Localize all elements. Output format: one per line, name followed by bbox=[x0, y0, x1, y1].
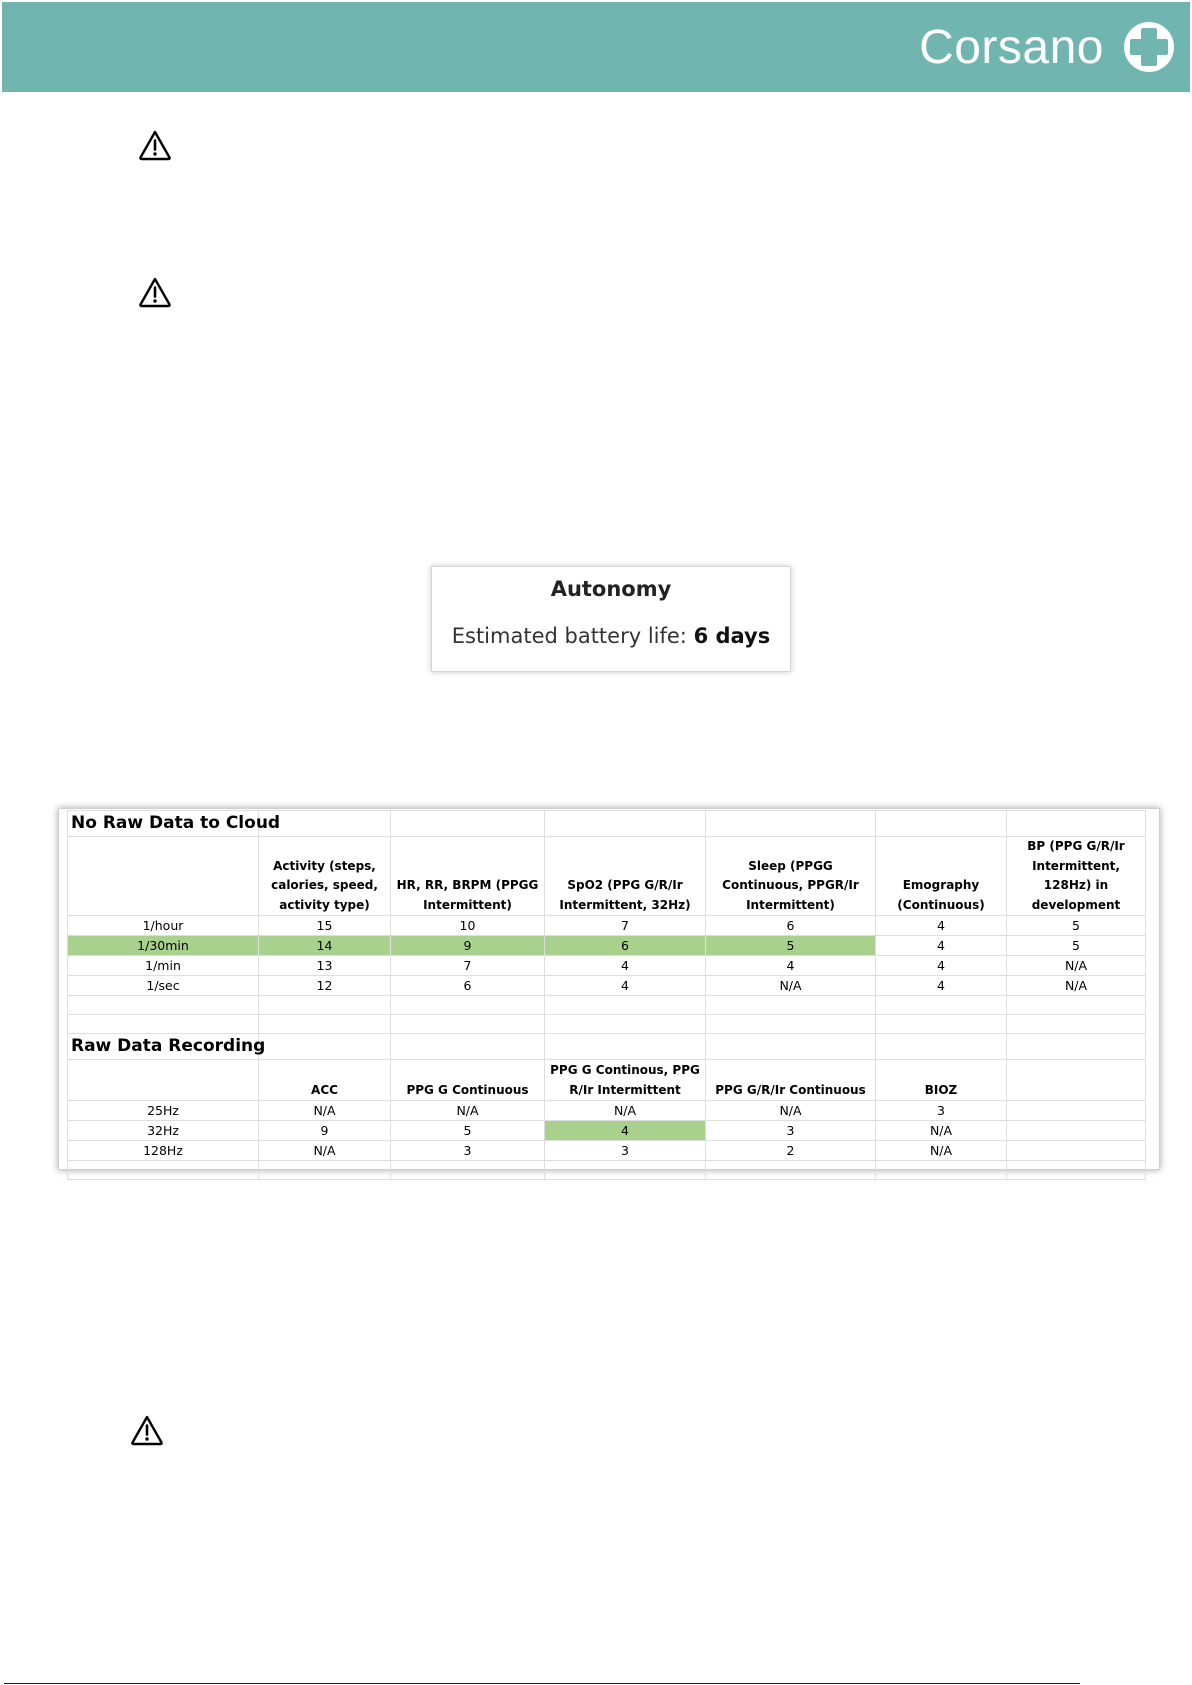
table-cell: 4 bbox=[545, 976, 706, 996]
battery-life-table bbox=[58, 808, 1160, 1170]
table-row-highlighted bbox=[68, 936, 1146, 956]
table-row bbox=[68, 1141, 1146, 1161]
table-cell: 9 bbox=[391, 936, 545, 956]
table-cell: N/A bbox=[391, 1101, 545, 1121]
table-cell bbox=[1007, 1101, 1146, 1121]
section-title-row bbox=[68, 1034, 1146, 1060]
column-header: Sleep (PPGG Continuous, PPGR/Ir Intermittent) bbox=[706, 837, 876, 916]
table-cell: 12 bbox=[259, 976, 391, 996]
column-header: PPG G Continous, PPG R/Ir Intermittent bbox=[545, 1060, 706, 1101]
table-cell: N/A bbox=[1007, 976, 1146, 996]
table-cell: N/A bbox=[1007, 956, 1146, 976]
table-row bbox=[68, 1121, 1146, 1141]
table-cell: 3 bbox=[391, 1141, 545, 1161]
column-header: BIOZ bbox=[876, 1060, 1007, 1101]
table-cell: 6 bbox=[545, 936, 706, 956]
table-row bbox=[68, 976, 1146, 996]
table-cell: 4 bbox=[876, 936, 1007, 956]
white-cross-in-circle-icon bbox=[1122, 20, 1176, 74]
table-cell: 3 bbox=[706, 1121, 876, 1141]
section-title-row bbox=[68, 811, 1146, 837]
table-cell: N/A bbox=[259, 1101, 391, 1121]
table-cell: 4 bbox=[876, 916, 1007, 936]
column-header: PPG G Continuous bbox=[391, 1060, 545, 1101]
footer-divider bbox=[4, 1683, 1080, 1684]
table-cell: 3 bbox=[545, 1141, 706, 1161]
table-cell: 7 bbox=[391, 956, 545, 976]
warning-icon bbox=[138, 129, 172, 161]
table-cell: 7 bbox=[545, 916, 706, 936]
column-header: HR, RR, BRPM (PPGG Intermittent) bbox=[391, 837, 545, 916]
table-cell: 10 bbox=[391, 916, 545, 936]
empty-row bbox=[68, 1015, 1146, 1034]
column-header: PPG G/R/Ir Continuous bbox=[706, 1060, 876, 1101]
table-cell: 5 bbox=[706, 936, 876, 956]
row-label: 1/30min bbox=[68, 936, 259, 956]
battery-life-value: 6 days bbox=[693, 624, 771, 648]
table-header-row bbox=[68, 1060, 1146, 1101]
row-label: 1/hour bbox=[68, 916, 259, 936]
table-cell: N/A bbox=[706, 976, 876, 996]
column-header bbox=[1007, 1060, 1146, 1101]
battery-table-grid bbox=[67, 810, 1146, 1180]
table-cell: 4 bbox=[876, 956, 1007, 976]
table-cell: 5 bbox=[1007, 916, 1146, 936]
table-cell: 13 bbox=[259, 956, 391, 976]
table-header-row bbox=[68, 837, 1146, 916]
table-row bbox=[68, 916, 1146, 936]
section-title-raw: Raw Data Recording bbox=[68, 1034, 259, 1060]
table-cell: 2 bbox=[706, 1141, 876, 1161]
table-cell: 3 bbox=[876, 1101, 1007, 1121]
table-cell: N/A bbox=[259, 1141, 391, 1161]
table-cell bbox=[1007, 1121, 1146, 1141]
table-row bbox=[68, 1101, 1146, 1121]
table-cell: 15 bbox=[259, 916, 391, 936]
table-cell: 6 bbox=[391, 976, 545, 996]
table-cell: 14 bbox=[259, 936, 391, 956]
warning-icon bbox=[138, 276, 172, 308]
autonomy-card bbox=[431, 566, 791, 672]
table-cell: 5 bbox=[391, 1121, 545, 1141]
table-cell: N/A bbox=[545, 1101, 706, 1121]
column-header: SpO2 (PPG G/R/Ir Intermittent, 32Hz) bbox=[545, 837, 706, 916]
row-label: 1/sec bbox=[68, 976, 259, 996]
table-cell: 4 bbox=[545, 956, 706, 976]
row-label: 1/min bbox=[68, 956, 259, 976]
table-cell: N/A bbox=[706, 1101, 876, 1121]
brand-name: Corsano bbox=[919, 21, 1104, 74]
table-cell: 4 bbox=[706, 956, 876, 976]
table-row bbox=[68, 956, 1146, 976]
header-banner bbox=[2, 2, 1190, 92]
table-cell: N/A bbox=[876, 1121, 1007, 1141]
table-cell bbox=[1007, 1141, 1146, 1161]
row-label: 25Hz bbox=[68, 1101, 259, 1121]
table-cell: N/A bbox=[876, 1141, 1007, 1161]
section-title-no-raw: No Raw Data to Cloud bbox=[68, 811, 259, 837]
column-header: Emography (Continuous) bbox=[876, 837, 1007, 916]
warning-icon bbox=[130, 1414, 164, 1446]
column-header: Activity (steps, calories, speed, activity type) bbox=[259, 837, 391, 916]
table-cell-highlighted: 4 bbox=[545, 1121, 706, 1141]
column-header: BP (PPG G/R/Ir Intermittent, 128Hz) in development bbox=[1007, 837, 1146, 916]
autonomy-title: Autonomy bbox=[550, 577, 672, 601]
table-cell: 5 bbox=[1007, 936, 1146, 956]
empty-row bbox=[68, 996, 1146, 1015]
column-header: ACC bbox=[259, 1060, 391, 1101]
battery-life-label: Estimated battery life: bbox=[451, 624, 687, 648]
row-label: 128Hz bbox=[68, 1141, 259, 1161]
table-cell: 4 bbox=[876, 976, 1007, 996]
row-label: 32Hz bbox=[68, 1121, 259, 1141]
empty-row bbox=[68, 1161, 1146, 1180]
table-cell: 6 bbox=[706, 916, 876, 936]
table-cell: 9 bbox=[259, 1121, 391, 1141]
battery-life-line bbox=[432, 624, 790, 648]
